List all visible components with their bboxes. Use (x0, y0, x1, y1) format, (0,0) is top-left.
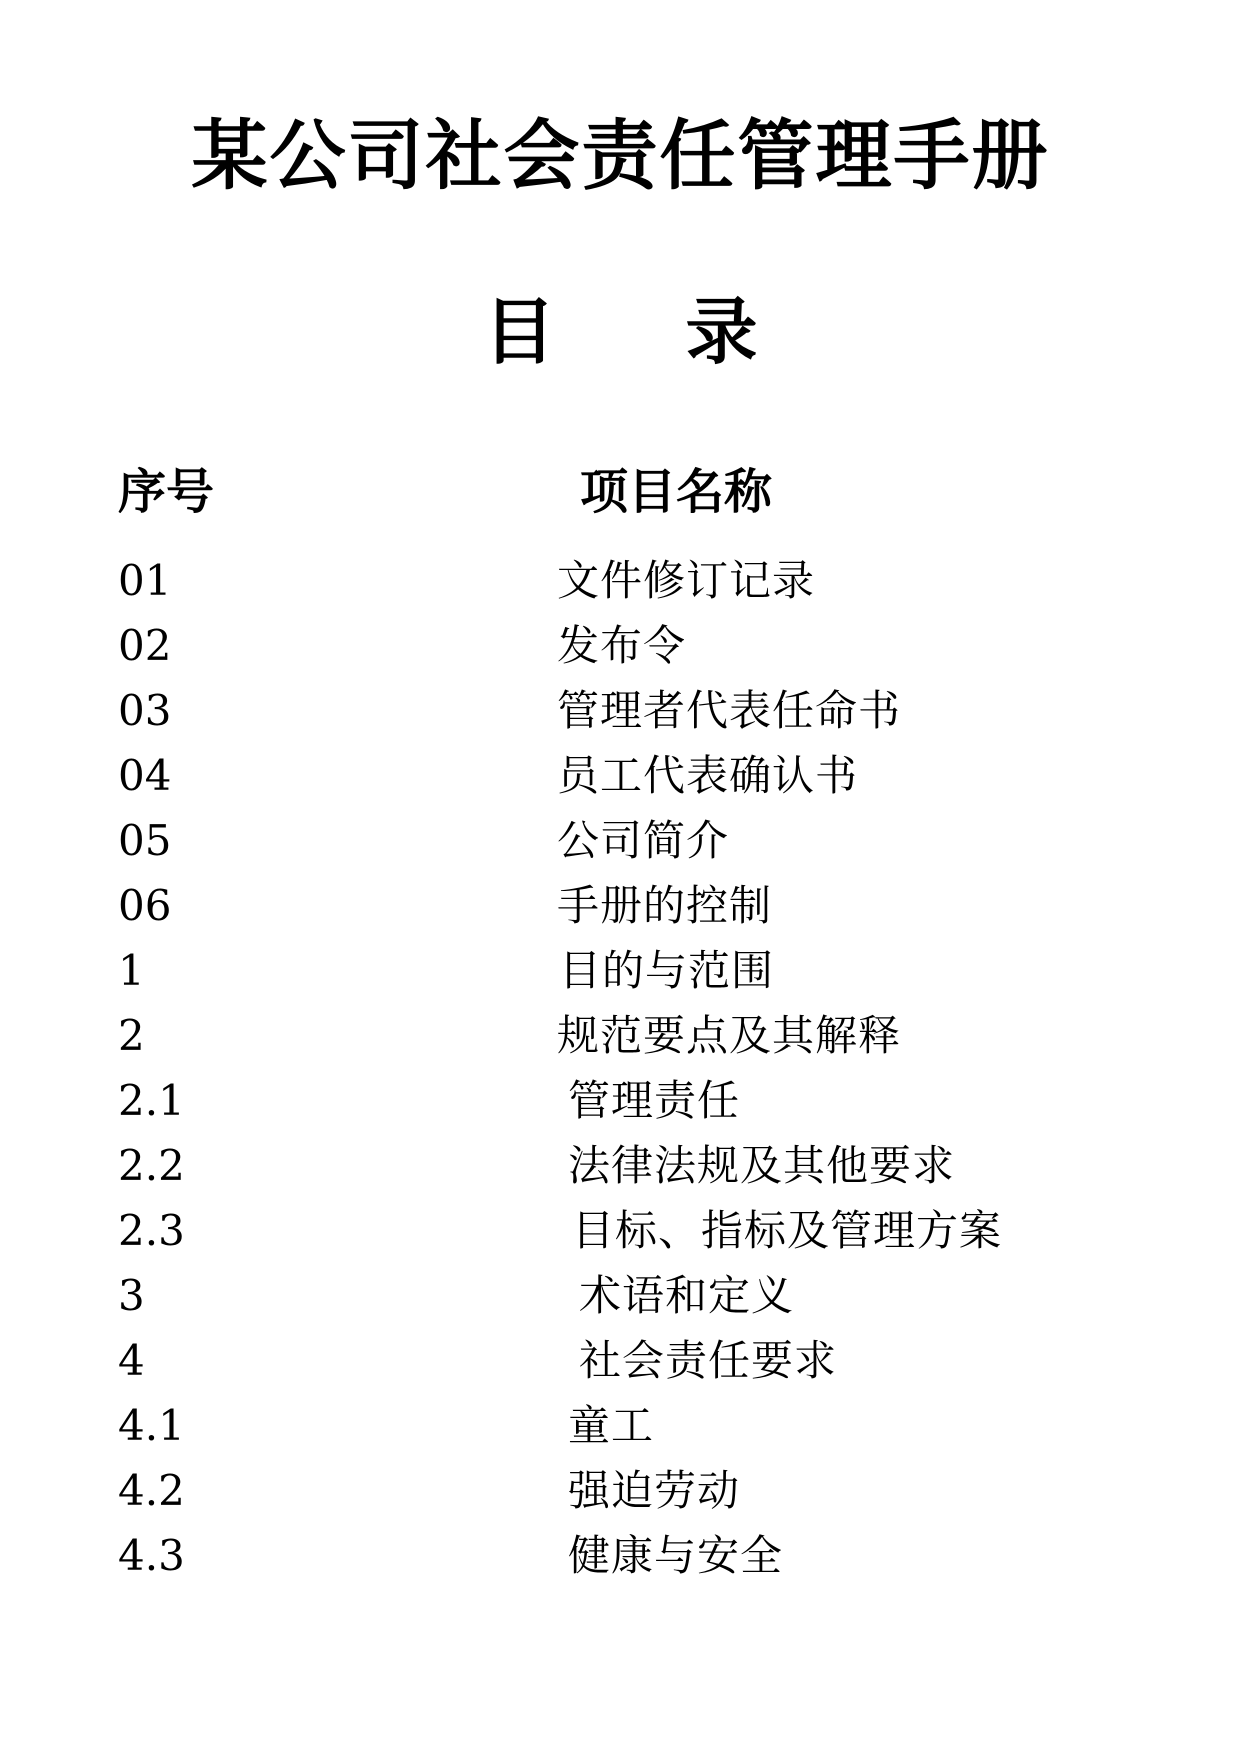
toc-row (0, 1328, 1241, 1393)
toc-number: 2.3 (118, 1206, 185, 1255)
column-header-number: 序号 (118, 464, 215, 520)
toc-number: 06 (118, 881, 172, 930)
toc-item-name: 强迫劳动 (568, 1466, 741, 1515)
toc-row (0, 1523, 1241, 1588)
toc-number: 2.1 (118, 1076, 185, 1125)
toc-number: 1 (118, 946, 145, 995)
toc-number: 03 (118, 686, 172, 735)
toc-heading-right: 录 (685, 289, 758, 374)
toc-row (0, 1198, 1241, 1263)
toc-item-name: 员工代表确认书 (557, 751, 859, 800)
toc-number: 01 (118, 556, 172, 605)
toc-number: 05 (118, 816, 172, 865)
toc-row (0, 1133, 1241, 1198)
page-title: 某公司社会责任管理手册 (191, 111, 1050, 200)
toc-number: 02 (118, 621, 172, 670)
toc-item-name: 公司简介 (557, 816, 730, 865)
toc-number: 2 (118, 1011, 145, 1060)
toc-item-name: 发布令 (557, 621, 687, 670)
toc-item-name: 手册的控制 (557, 881, 773, 930)
toc-number: 4.1 (118, 1401, 185, 1450)
toc-row (0, 1068, 1241, 1133)
toc-number: 2.2 (118, 1141, 185, 1190)
toc-row (0, 1393, 1241, 1458)
toc-item-name: 童工 (568, 1401, 655, 1450)
toc-row (0, 1458, 1241, 1523)
toc-number: 4.3 (118, 1531, 185, 1580)
toc-item-name: 法律法规及其他要求 (568, 1141, 956, 1190)
toc-item-name: 管理责任 (568, 1076, 741, 1125)
column-header-name: 项目名称 (580, 464, 773, 520)
toc-number: 3 (118, 1271, 145, 1320)
toc-row (0, 678, 1241, 743)
toc-item-name: 目标、指标及管理方案 (572, 1206, 1003, 1255)
toc-item-name: 术语和定义 (579, 1271, 795, 1320)
toc-row (0, 1263, 1241, 1328)
toc-row (0, 1003, 1241, 1068)
toc-item-name: 规范要点及其解释 (557, 1011, 902, 1060)
toc-row (0, 548, 1241, 613)
toc-heading (0, 289, 1241, 374)
toc-row (0, 613, 1241, 678)
toc-row (0, 743, 1241, 808)
toc-item-name: 目的与范围 (559, 946, 775, 995)
toc-item-name: 社会责任要求 (579, 1336, 838, 1385)
toc-item-name: 文件修订记录 (557, 556, 816, 605)
toc-item-name: 健康与安全 (568, 1531, 784, 1580)
toc-heading-left: 目 (483, 289, 556, 374)
toc-row (0, 938, 1241, 1003)
toc-number: 4 (118, 1336, 145, 1385)
toc-number: 04 (118, 751, 172, 800)
toc-row (0, 873, 1241, 938)
toc-list (0, 548, 1241, 1588)
toc-number: 4.2 (118, 1466, 185, 1515)
toc-item-name: 管理者代表任命书 (557, 686, 902, 735)
toc-row (0, 808, 1241, 873)
